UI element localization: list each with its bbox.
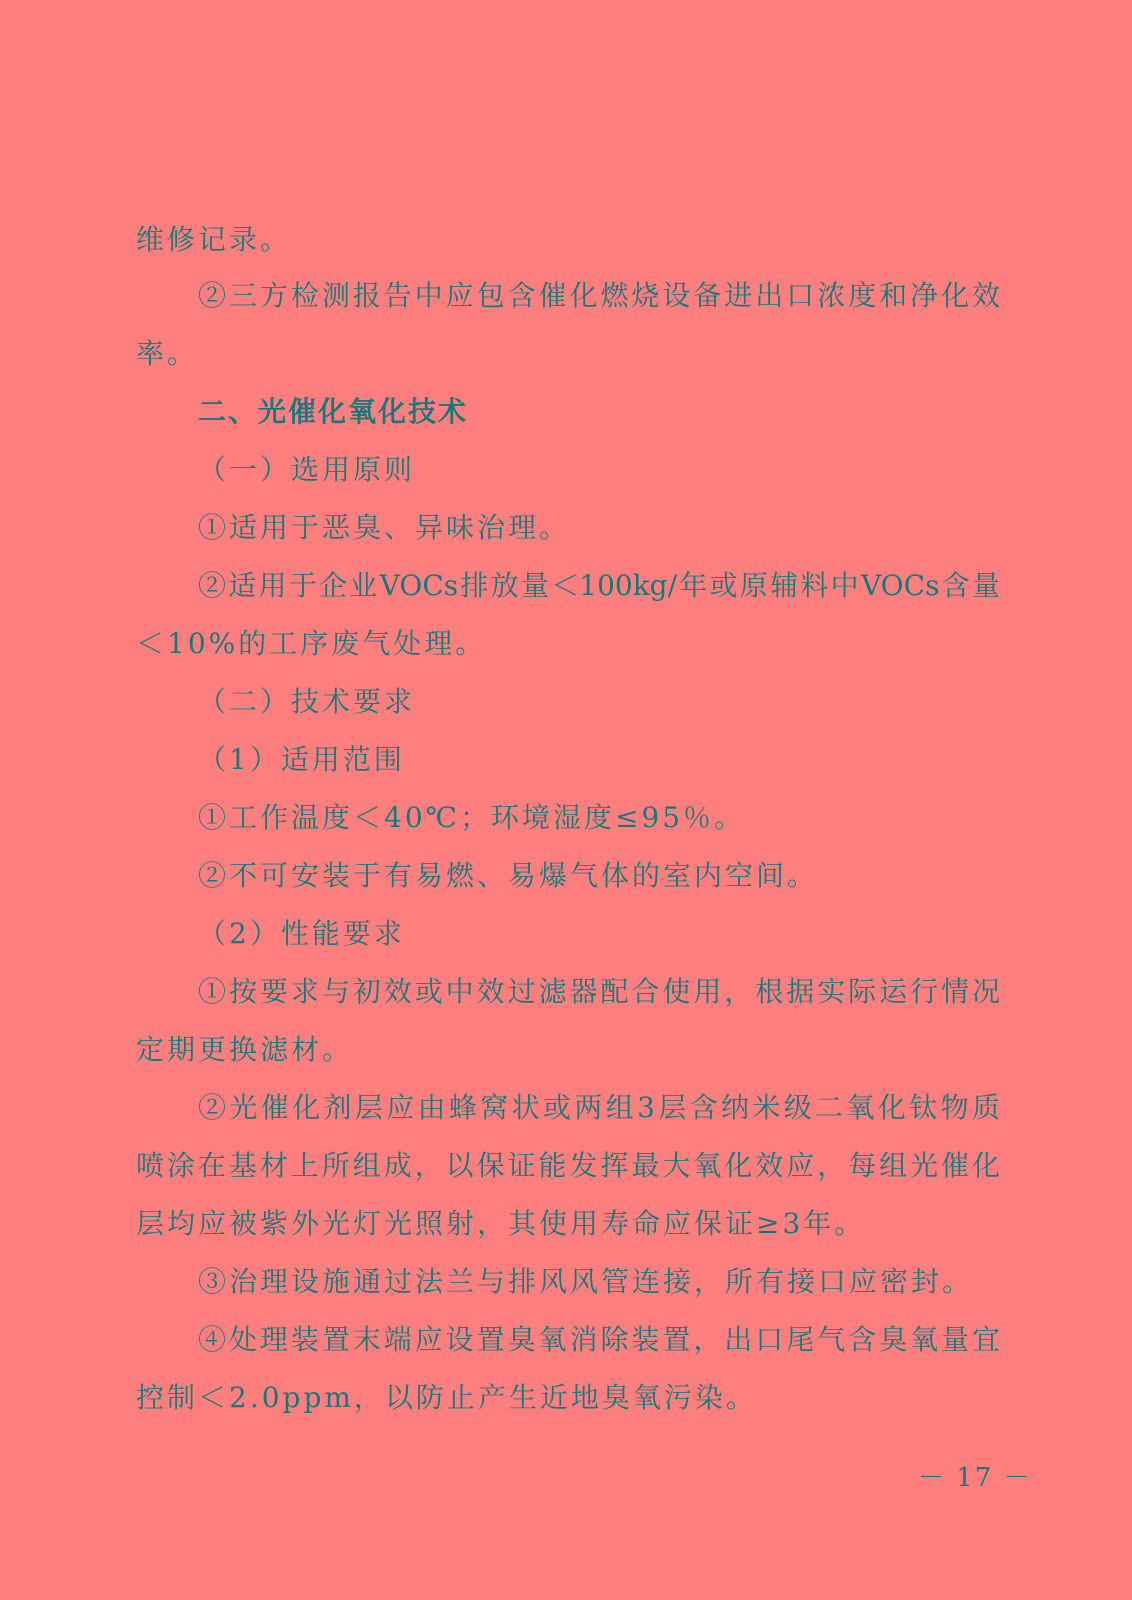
section-heading-photocatalytic: 二、光催化氧化技术	[198, 395, 469, 428]
subheading-selection-principles: （一）选用原则	[198, 453, 416, 486]
text-line-catalyst-layer-1: ②光催化剂层应由蜂窝状或两组3层含纳米级二氧化钛物质	[198, 1091, 1000, 1124]
text-line-catalyst-layer-3: 层均应被紫外光灯光照射，其使用寿命应保证≥3年。	[136, 1207, 866, 1240]
subheading-technical-requirements: （二）技术要求	[198, 685, 416, 718]
text-line-installation-limit: ②不可安装于有易燃、易爆气体的室内空间。	[198, 859, 819, 892]
text-line-ozone-removal-2: 控制＜2.0ppm，以防止产生近地臭氧污染。	[136, 1381, 757, 1414]
page-number: － 17 －	[918, 1463, 1032, 1493]
text-line-vocs-emissions: ②适用于企业VOCs排放量＜100kg/年或原辅料中VOCs含量	[198, 569, 1000, 602]
text-line-test-report: ②三方检测报告中应包含催化燃烧设备进出口浓度和净化效	[198, 279, 1000, 312]
text-line-rate: 率。	[136, 337, 199, 370]
text-line-odor-treatment: ①适用于恶臭、异味治理。	[198, 511, 571, 544]
text-line-temperature-humidity: ①工作温度＜40℃；环境湿度≤95％。	[198, 801, 746, 834]
text-line-replace-filter: 定期更换滤材。	[136, 1033, 354, 1066]
text-line-flange-connection: ③治理设施通过法兰与排风风管连接，所有接口应密封。	[198, 1265, 974, 1298]
text-line-vocs-content: ＜10%的工序废气处理。	[136, 627, 487, 660]
text-line-maintenance-record: 维修记录。	[136, 223, 292, 256]
text-line-ozone-removal-1: ④处理装置末端应设置臭氧消除装置，出口尾气含臭氧量宜	[198, 1323, 1000, 1356]
text-line-filter-use: ①按要求与初效或中效过滤器配合使用，根据实际运行情况	[198, 975, 1000, 1008]
text-line-catalyst-layer-2: 喷涂在基材上所组成，以保证能发挥最大氧化效应，每组光催化	[136, 1149, 1000, 1182]
subheading-performance: （2）性能要求	[198, 917, 405, 950]
subheading-scope: （1）适用范围	[198, 743, 405, 776]
